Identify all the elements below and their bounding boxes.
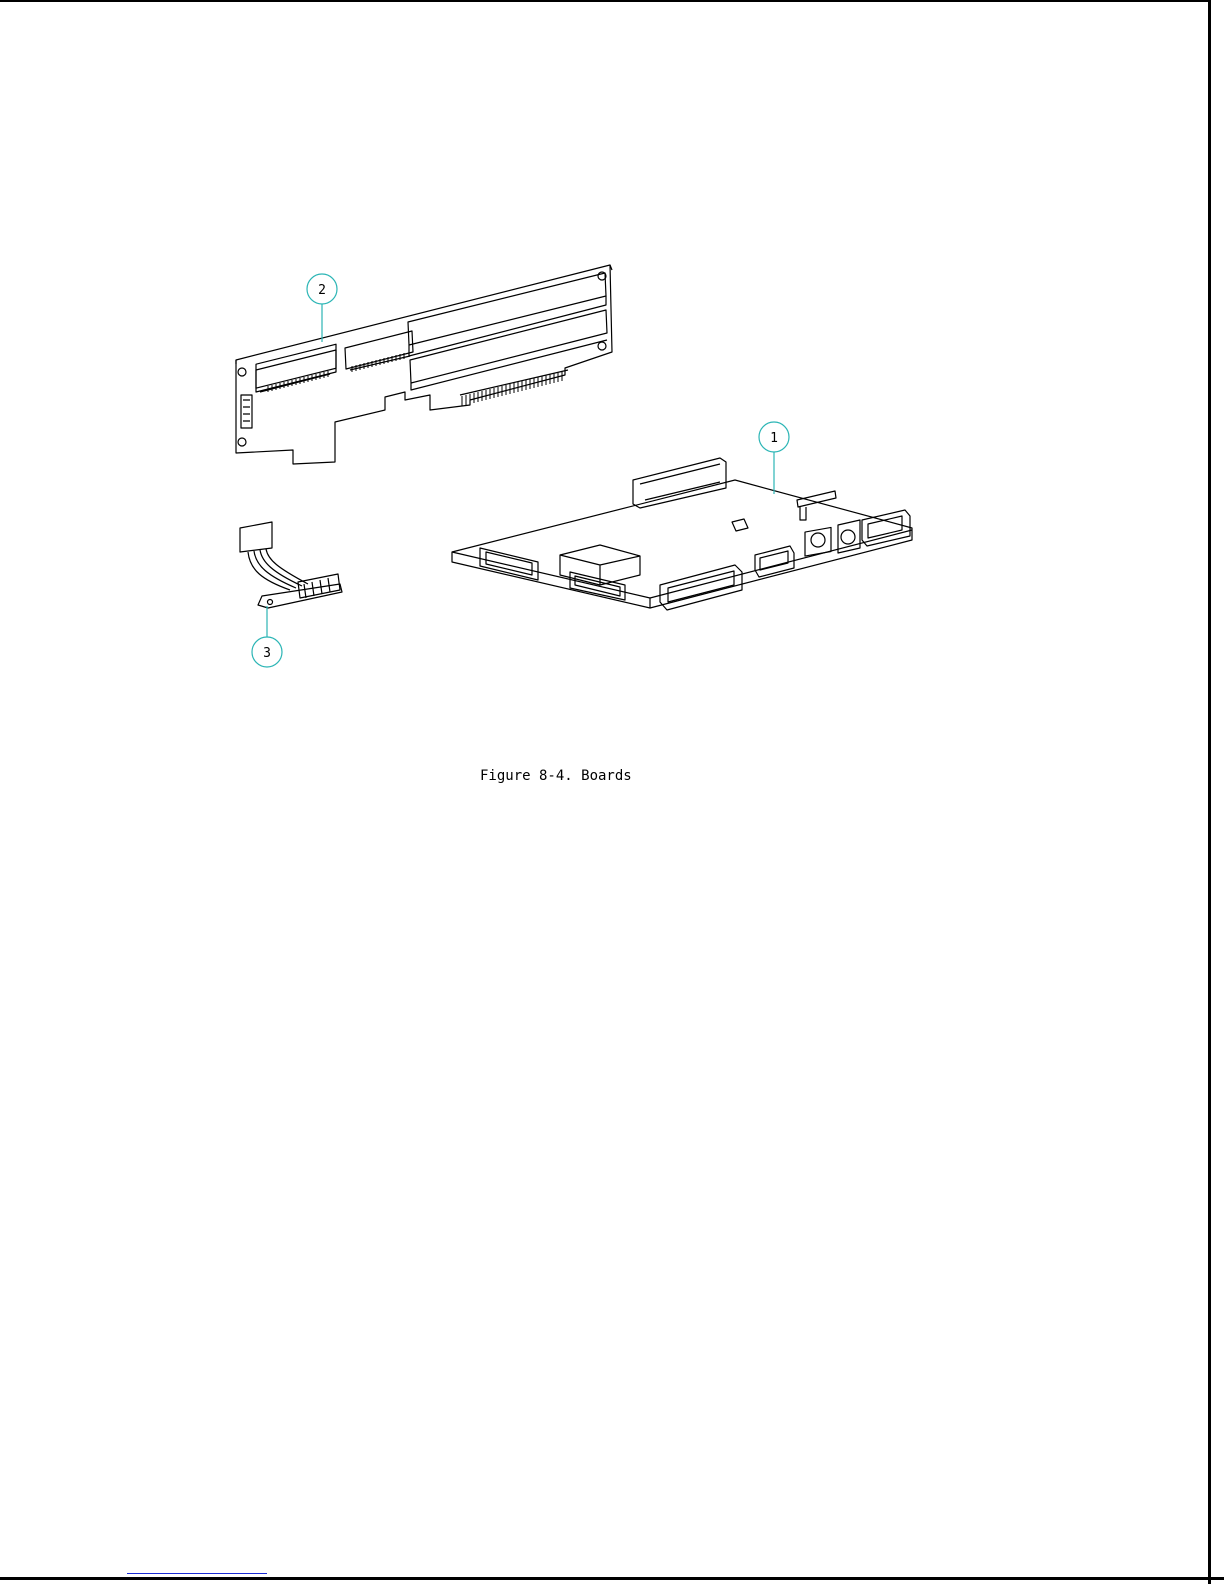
cable-assembly: [240, 522, 342, 608]
callout-1-label: 1: [770, 431, 778, 446]
riser-board: [236, 265, 612, 464]
system-board: [452, 458, 912, 610]
callout-3-label: 3: [263, 646, 271, 661]
figure-caption: Figure 8-4. Boards: [480, 768, 632, 784]
page-border-bottom: [0, 1577, 1224, 1580]
callout-2-label: 2: [318, 283, 326, 298]
